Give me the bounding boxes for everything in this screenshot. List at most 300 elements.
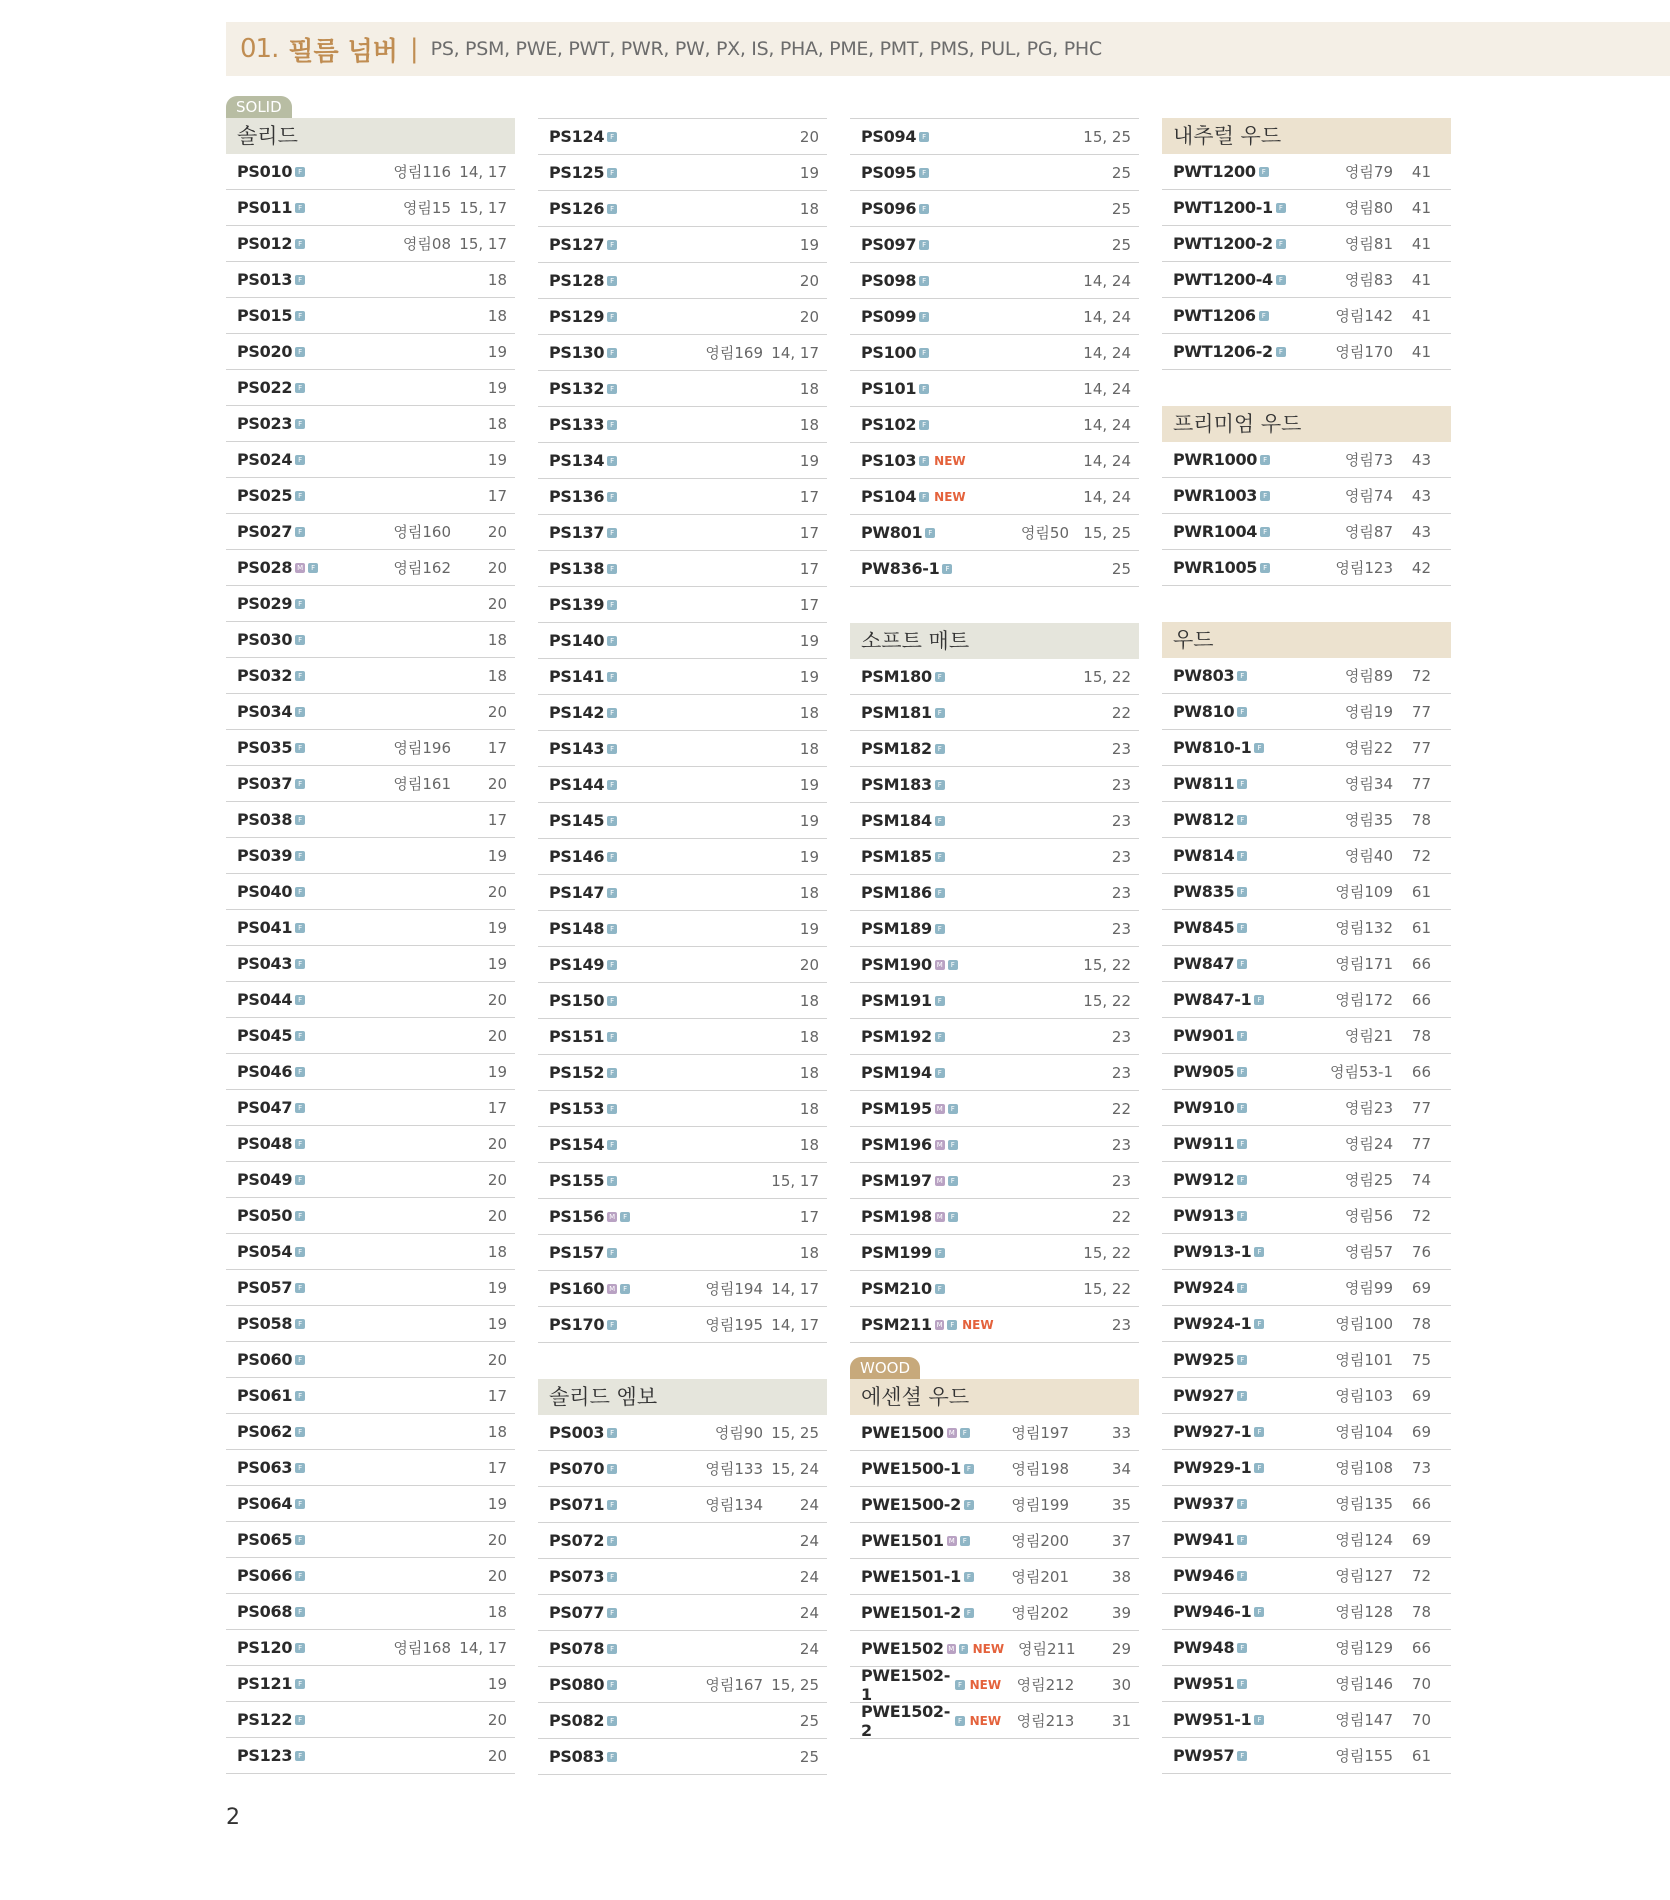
section-header: 소프트 매트: [850, 623, 1139, 659]
f-badge-icon: F: [1260, 491, 1270, 501]
list-item: [1162, 262, 1451, 298]
section-gap: [1162, 370, 1451, 406]
f-badge-icon: F: [942, 564, 952, 574]
list-item: [226, 1486, 515, 1522]
page-ref: 20: [487, 1026, 507, 1045]
page-ref: 19: [799, 811, 819, 830]
f-badge-icon: F: [295, 995, 305, 1005]
f-badge-icon: F: [607, 1068, 617, 1078]
film-code: PS160: [549, 1279, 605, 1298]
page-ref: 77: [1411, 702, 1431, 721]
spacer: [1162, 96, 1451, 118]
page-ref: 61: [1411, 1746, 1431, 1765]
film-code: PW948: [1173, 1638, 1235, 1657]
f-badge-icon: F: [295, 887, 305, 897]
f-badge-icon: F: [607, 168, 617, 178]
film-code: PW951: [1173, 1674, 1235, 1693]
list-item: [1162, 1270, 1451, 1306]
page-ref: 69: [1411, 1278, 1431, 1297]
film-code: PWE1502: [861, 1639, 944, 1658]
page-ref: 30: [1111, 1675, 1132, 1694]
new-badge: NEW: [969, 1677, 1002, 1692]
f-badge-icon: F: [919, 384, 929, 394]
f-badge-icon: F: [295, 1247, 305, 1257]
film-code: PS035: [237, 738, 293, 757]
film-code: PS047: [237, 1098, 293, 1117]
f-badge-icon: F: [948, 1212, 958, 1222]
f-badge-icon: F: [295, 455, 305, 465]
film-code: PS068: [237, 1602, 293, 1621]
film-code: PS037: [237, 774, 293, 793]
reference-code: 영림83: [1344, 271, 1393, 289]
page-ref: 17: [487, 1386, 507, 1405]
list-item: [538, 1055, 827, 1091]
page-ref: 72: [1411, 1566, 1431, 1585]
page-ref: 41: [1411, 342, 1431, 361]
list-item: [538, 1451, 827, 1487]
f-badge-icon: F: [935, 672, 945, 682]
film-code: PS147: [549, 883, 605, 902]
page-ref: 14, 17: [771, 1315, 819, 1334]
film-code: PS103: [861, 451, 917, 470]
reference-code: 영림99: [1344, 1279, 1393, 1297]
f-badge-icon: F: [607, 456, 617, 466]
list-item: [538, 407, 827, 443]
film-code: PWT1200-2: [1173, 234, 1273, 253]
film-code: PS082: [549, 1711, 605, 1730]
f-badge-icon: F: [607, 492, 617, 502]
film-code: PS073: [549, 1567, 605, 1586]
film-code: PS039: [237, 846, 293, 865]
page-ref: 18: [799, 739, 819, 758]
f-badge-icon: F: [295, 779, 305, 789]
f-badge-icon: F: [607, 1104, 617, 1114]
film-code: PW957: [1173, 1746, 1235, 1765]
section-gap: [850, 587, 1139, 623]
section-number: 01.: [240, 34, 279, 64]
page-ref: 76: [1411, 1242, 1431, 1261]
page-ref: 18: [799, 379, 819, 398]
page-ref: 19: [799, 847, 819, 866]
f-badge-icon: F: [607, 1752, 617, 1762]
reference-code: 영림116: [393, 163, 451, 181]
f-badge-icon: F: [607, 1032, 617, 1042]
m-badge-icon: M: [936, 960, 943, 969]
f-badge-icon: F: [1237, 1103, 1247, 1113]
film-code: PS049: [237, 1170, 293, 1189]
film-code: PS139: [549, 595, 605, 614]
f-badge-icon: F: [607, 600, 617, 610]
reference-code: 영림197: [1011, 1424, 1069, 1442]
page-ref: 18: [799, 1099, 819, 1118]
list-item: [226, 766, 515, 802]
f-badge-icon: F: [607, 924, 617, 934]
page-ref: 17: [487, 810, 507, 829]
f-badge-icon: F: [1254, 1247, 1264, 1257]
f-badge-icon: F: [1237, 887, 1247, 897]
film-code: PWR1005: [1173, 558, 1258, 577]
film-code: PS003: [549, 1423, 605, 1442]
film-code: PS142: [549, 703, 605, 722]
page-ref: 22: [1111, 703, 1131, 722]
f-badge-icon: F: [1237, 923, 1247, 933]
page-header: [226, 22, 1670, 76]
list-item: [226, 1198, 515, 1234]
list-item: [850, 407, 1139, 443]
page-ref: 17: [487, 738, 507, 757]
film-code: PS011: [237, 198, 293, 217]
page-ref: 14, 24: [1083, 451, 1131, 470]
reference-code: 영림87: [1344, 523, 1393, 541]
list-item: [226, 190, 515, 226]
list-item: [850, 1487, 1139, 1523]
page-ref: 18: [487, 414, 507, 433]
page-ref: 24: [799, 1495, 819, 1514]
film-code: PS138: [549, 559, 605, 578]
reference-code: 영림57: [1344, 1243, 1393, 1261]
page-ref: 15, 25: [771, 1423, 819, 1442]
f-badge-icon: F: [607, 672, 617, 682]
film-code: PWT1206-2: [1173, 342, 1273, 361]
page-ref: 43: [1411, 486, 1431, 505]
m-badge-icon: M: [948, 1536, 955, 1545]
list-item: [850, 479, 1139, 515]
film-code: PS125: [549, 163, 605, 182]
page-ref: 39: [1111, 1603, 1131, 1622]
page-ref: 77: [1411, 774, 1431, 793]
reference-code: 영림132: [1335, 919, 1393, 937]
f-badge-icon: F: [1276, 203, 1286, 213]
list-item: [538, 1739, 827, 1775]
film-code: PS062: [237, 1422, 293, 1441]
reference-code: 영림170: [1335, 343, 1393, 361]
f-badge-icon: F: [935, 924, 945, 934]
page-ref: 23: [1111, 1315, 1131, 1334]
list-item: [226, 154, 515, 190]
reference-code: 영림194: [705, 1280, 763, 1298]
f-badge-icon: F: [607, 996, 617, 1006]
list-item: [538, 1595, 827, 1631]
film-code: PS132: [549, 379, 605, 398]
f-badge-icon: F: [295, 1103, 305, 1113]
page-ref: 17: [799, 487, 819, 506]
film-code: PW912: [1173, 1170, 1235, 1189]
page-ref: 20: [487, 1134, 507, 1153]
reference-code: 영림123: [1335, 559, 1393, 577]
page-ref: 19: [487, 1314, 507, 1333]
f-badge-icon: F: [1254, 1319, 1264, 1329]
f-badge-icon: F: [1237, 779, 1247, 789]
film-code: PS137: [549, 523, 605, 542]
film-code: PWT1206: [1173, 306, 1256, 325]
f-badge-icon: F: [607, 1248, 617, 1258]
list-item: [1162, 1702, 1451, 1738]
page-ref: 35: [1111, 1495, 1131, 1514]
reference-code: 영림160: [393, 523, 451, 541]
film-code: PS095: [861, 163, 917, 182]
reference-code: 영림167: [705, 1676, 763, 1694]
list-item: [226, 622, 515, 658]
section-header: 우드: [1162, 622, 1451, 658]
page-ref: 19: [487, 450, 507, 469]
list-item: [226, 370, 515, 406]
f-badge-icon: F: [1254, 1715, 1264, 1725]
f-badge-icon: F: [955, 1716, 964, 1726]
page-ref: 19: [799, 775, 819, 794]
page-ref: 22: [1111, 1099, 1131, 1118]
page-ref: 19: [487, 342, 507, 361]
list-item: [850, 803, 1139, 839]
film-code: PS032: [237, 666, 293, 685]
film-code: PS041: [237, 918, 293, 937]
f-badge-icon: F: [948, 1140, 958, 1150]
list-item: [226, 1054, 515, 1090]
page-ref: 19: [487, 918, 507, 937]
film-code: PSM211: [861, 1315, 932, 1334]
film-code: PS043: [237, 954, 293, 973]
section-tag: SOLID: [226, 96, 292, 118]
reference-code: 영림155: [1335, 1747, 1393, 1765]
f-badge-icon: F: [1260, 527, 1270, 537]
page-ref: 24: [799, 1567, 819, 1586]
film-code: PS120: [237, 1638, 293, 1657]
list-item: [226, 802, 515, 838]
list-item: [538, 659, 827, 695]
film-code: PSM199: [861, 1243, 932, 1262]
film-code: PSM190: [861, 955, 932, 974]
section-tag-row: [226, 96, 515, 118]
list-item: [538, 695, 827, 731]
f-badge-icon: F: [1237, 1679, 1247, 1689]
list-item: [538, 803, 827, 839]
page-ref: 61: [1411, 882, 1431, 901]
film-code: PW810-1: [1173, 738, 1252, 757]
film-code: PW924-1: [1173, 1314, 1252, 1333]
film-code: PW847: [1173, 954, 1235, 973]
reference-code: 영림124: [1335, 1531, 1393, 1549]
f-badge-icon: F: [1237, 1175, 1247, 1185]
f-badge-icon: F: [948, 1176, 958, 1186]
list-item: [538, 1307, 827, 1343]
film-code: PW847-1: [1173, 990, 1252, 1009]
page-ref: 18: [799, 703, 819, 722]
list-item: [226, 1630, 515, 1666]
f-badge-icon: F: [295, 671, 305, 681]
f-badge-icon: F: [295, 1427, 305, 1437]
list-item: [850, 371, 1139, 407]
film-code: PS078: [549, 1639, 605, 1658]
reference-code: 영림199: [1011, 1496, 1069, 1514]
list-item: [538, 1631, 827, 1667]
page-ref: 20: [799, 955, 819, 974]
list-item: [538, 839, 827, 875]
page-ref: 18: [487, 630, 507, 649]
f-badge-icon: F: [935, 1068, 945, 1078]
list-item: [226, 1702, 515, 1738]
f-badge-icon: F: [955, 1680, 964, 1690]
page-ref: 78: [1411, 1602, 1431, 1621]
page-ref: 19: [487, 954, 507, 973]
list-item: [1162, 1054, 1451, 1090]
film-code: PS063: [237, 1458, 293, 1477]
list-item: [850, 1091, 1139, 1127]
reference-code: 영림104: [1335, 1423, 1393, 1441]
f-badge-icon: F: [607, 1320, 617, 1330]
film-code: PS152: [549, 1063, 605, 1082]
page-ref: 20: [487, 1710, 507, 1729]
new-badge: NEW: [972, 1641, 1005, 1656]
f-badge-icon: F: [935, 996, 945, 1006]
f-badge-icon: F: [1254, 995, 1264, 1005]
list-item: [850, 1631, 1139, 1667]
reference-code: 영림73: [1344, 451, 1393, 469]
list-item: [850, 839, 1139, 875]
page-ref: 31: [1111, 1711, 1132, 1730]
list-item: [850, 1127, 1139, 1163]
film-code: PS071: [549, 1495, 605, 1514]
page-ref: 23: [1111, 1171, 1131, 1190]
reference-code: 영림128: [1335, 1603, 1393, 1621]
f-badge-icon: F: [1254, 1463, 1264, 1473]
f-badge-icon: F: [919, 420, 929, 430]
film-code: PS057: [237, 1278, 293, 1297]
page-ref: 41: [1411, 306, 1431, 325]
f-badge-icon: F: [295, 1751, 305, 1761]
f-badge-icon: F: [1259, 311, 1269, 321]
f-badge-icon: F: [919, 492, 929, 502]
page-ref: 34: [1111, 1459, 1131, 1478]
film-code: PS065: [237, 1530, 293, 1549]
page-ref: 20: [487, 882, 507, 901]
film-code: PS123: [237, 1746, 293, 1765]
film-code: PW814: [1173, 846, 1235, 865]
list-item: [538, 119, 827, 155]
reference-code: 영림172: [1335, 991, 1393, 1009]
page-ref: 17: [487, 1458, 507, 1477]
f-badge-icon: F: [1254, 1607, 1264, 1617]
list-item: [226, 226, 515, 262]
page-ref: 78: [1411, 1314, 1431, 1333]
page-ref: 66: [1411, 990, 1431, 1009]
page-ref: 15, 22: [1083, 1243, 1131, 1262]
f-badge-icon: F: [935, 708, 945, 718]
list-item: [538, 911, 827, 947]
reference-code: 영림100: [1335, 1315, 1393, 1333]
page-ref: 70: [1411, 1710, 1431, 1729]
column-1: [226, 96, 515, 1774]
film-code: PW811: [1173, 774, 1235, 793]
page-ref: 18: [799, 1063, 819, 1082]
page-ref: 19: [487, 378, 507, 397]
reference-code: 영림162: [393, 559, 451, 577]
list-item: [226, 658, 515, 694]
f-badge-icon: F: [607, 1536, 617, 1546]
page-ref: 41: [1411, 270, 1431, 289]
film-code: PS140: [549, 631, 605, 650]
page-ref: 24: [799, 1603, 819, 1622]
list-item: [226, 406, 515, 442]
film-code: PSM192: [861, 1027, 932, 1046]
film-code: PS024: [237, 450, 293, 469]
section-tag-row: [850, 1357, 1139, 1379]
f-badge-icon: F: [295, 1175, 305, 1185]
m-badge-icon: M: [609, 1284, 616, 1293]
list-item: [1162, 1666, 1451, 1702]
film-code: PS072: [549, 1531, 605, 1550]
page-ref: 18: [487, 306, 507, 325]
page-ref: 20: [487, 522, 507, 541]
page-ref: 41: [1411, 234, 1431, 253]
reference-code: 영림90: [714, 1424, 763, 1442]
film-code: PS102: [861, 415, 917, 434]
list-item: [226, 1126, 515, 1162]
page-ref: 25: [1111, 163, 1131, 182]
film-code: PW927: [1173, 1386, 1235, 1405]
film-code: PS061: [237, 1386, 293, 1405]
f-badge-icon: F: [607, 1680, 617, 1690]
reference-code: 영림50: [1020, 524, 1069, 542]
page-ref: 18: [799, 1135, 819, 1154]
list-item: [226, 1378, 515, 1414]
list-item: [538, 947, 827, 983]
page-ref: 73: [1411, 1458, 1431, 1477]
list-item: [1162, 1126, 1451, 1162]
list-item: [1162, 838, 1451, 874]
page-ref: 14, 24: [1083, 379, 1131, 398]
list-item: [1162, 1090, 1451, 1126]
column-2: [538, 96, 827, 1775]
page-ref: 24: [799, 1531, 819, 1550]
f-badge-icon: F: [1276, 347, 1286, 357]
list-item: [538, 1127, 827, 1163]
film-code: PS023: [237, 414, 293, 433]
list-item: [1162, 334, 1451, 370]
page-ref: 18: [487, 1242, 507, 1261]
page-ref: 41: [1411, 198, 1431, 217]
list-item: [1162, 442, 1451, 478]
m-badge-icon: M: [948, 1644, 955, 1653]
list-item: [226, 1342, 515, 1378]
page-ref: 24: [799, 1639, 819, 1658]
page-ref: 75: [1411, 1350, 1431, 1369]
film-code: PS146: [549, 847, 605, 866]
f-badge-icon: F: [295, 383, 305, 393]
page-ref: 18: [487, 1602, 507, 1621]
section-gap: [1162, 586, 1451, 622]
film-code: PWR1004: [1173, 522, 1258, 541]
list-item: [226, 946, 515, 982]
list-item: [1162, 1738, 1451, 1774]
film-code: PWR1000: [1173, 450, 1258, 469]
list-item: [850, 155, 1139, 191]
f-badge-icon: F: [935, 888, 945, 898]
film-code: PW905: [1173, 1062, 1235, 1081]
f-badge-icon: F: [919, 204, 929, 214]
page-ref: 74: [1411, 1170, 1431, 1189]
f-badge-icon: F: [607, 1140, 617, 1150]
list-item: [226, 874, 515, 910]
f-badge-icon: F: [295, 203, 305, 213]
film-code: PW836-1: [861, 559, 940, 578]
film-code: PW801: [861, 523, 923, 542]
page-ref: 25: [1111, 559, 1131, 578]
f-badge-icon: F: [607, 1464, 617, 1474]
list-item: [538, 983, 827, 1019]
list-item: [538, 227, 827, 263]
page-ref: 20: [799, 127, 819, 146]
page-ref: 19: [799, 235, 819, 254]
page-ref: 15, 25: [1083, 127, 1131, 146]
